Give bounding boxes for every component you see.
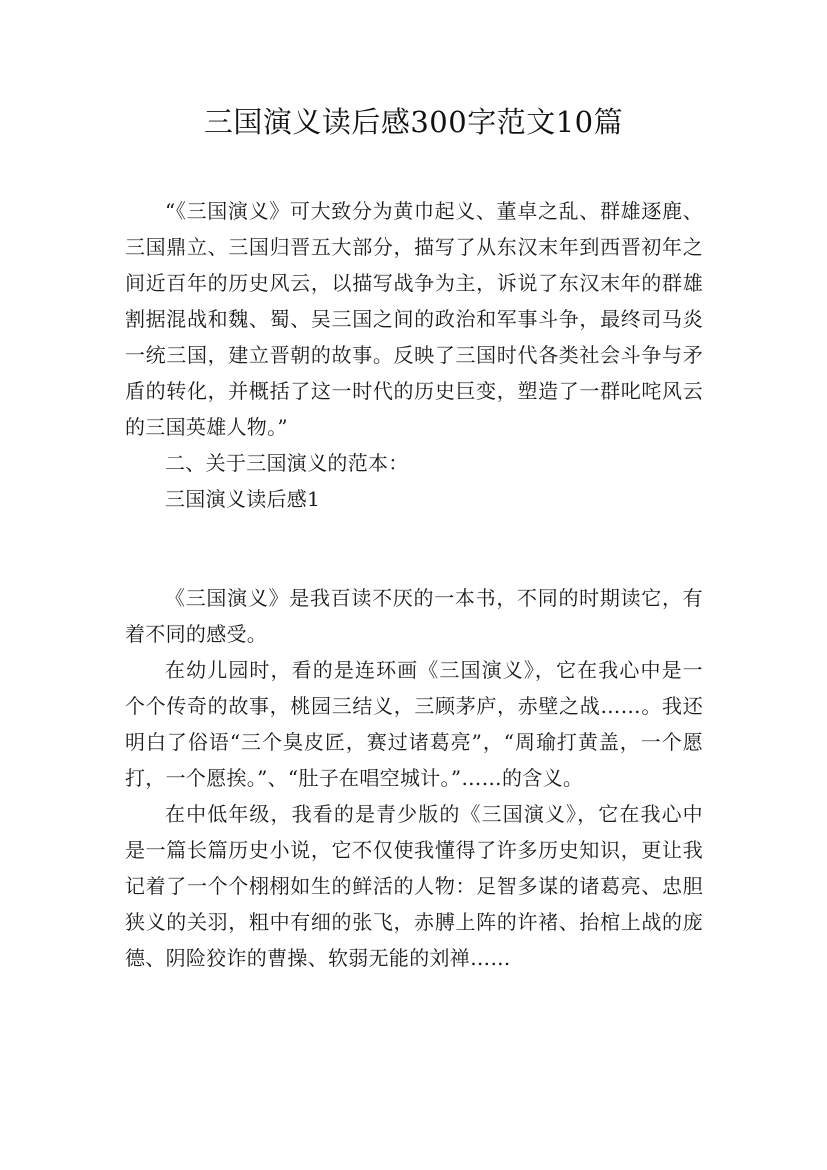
section-heading: 二、关于三国演义的范本： (165, 451, 409, 475)
intro-section (125, 193, 703, 517)
essay-body (125, 580, 703, 976)
essay-heading: 三国演义读后感1 (165, 487, 321, 511)
essay-paragraph-3: 在中低年级，我看的是青少版的《三国演义》，它在我心中是一篇长篇历史小说，它不仅使我懂得了许多历史知识，更让我记着了一个个栩栩如生的鲜活的人物：足智多谋的诸葛亮、忠胆狭义的关羽，粗中有细的张飞，赤膊上阵的许褚、抬棺上战的庞德、阴险狡诈的曹操、软弱无能的刘禅…… (125, 802, 703, 970)
intro-paragraph: “《三国演义》可大致分为黄巾起义、董卓之乱、群雄逐鹿、三国鼎立、三国归晋五大部分，描写了从东汉末年到西晋初年之间近百年的历史风云，以描写战争为主，诉说了东汉末年的群雄割据混战和魏、蜀、吴三国之间的政治和军事斗争，最终司马炎一统三国，建立晋朝的故事。反映了三国时代各类社会斗争与矛盾的转化，并概括了这一时代的历史巨变，塑造了一群叱咤风云的三国英雄人物。” (125, 199, 703, 439)
essay-paragraph-2: 在幼儿园时，看的是连环画《三国演义》，它在我心中是一个个传奇的故事，桃园三结义，三顾茅庐，赤壁之战……。我还明白了俗语“三个臭皮匠，赛过诸葛亮”，“周瑜打黄盖，一个愿打，一个愿挨。”、“肚子在唱空城计。”……的含义。 (125, 658, 703, 790)
document-title: 三国演义读后感300字范文10篇 (203, 105, 624, 139)
essay-paragraph-1: 《三国演义》是我百读不厌的一本书，不同的时期读它，有着不同的感受。 (125, 586, 703, 646)
